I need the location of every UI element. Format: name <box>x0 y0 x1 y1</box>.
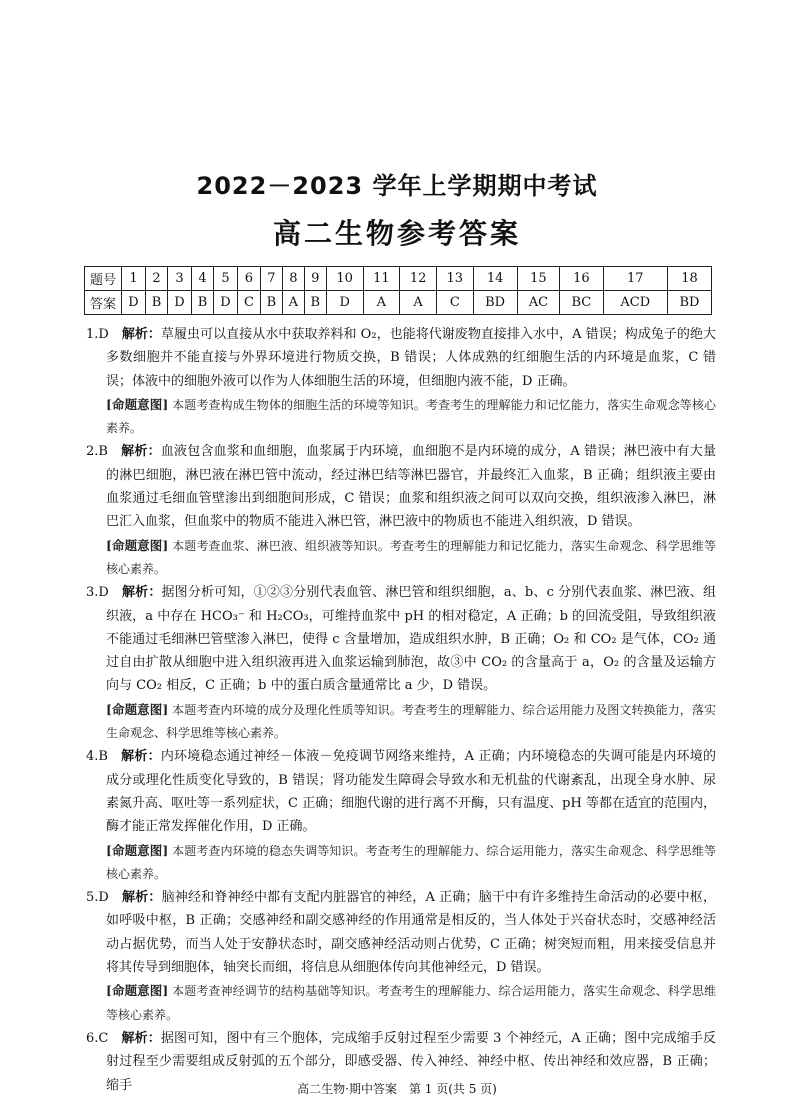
answer-cell: D <box>122 291 146 315</box>
intent-label: [命题意图] <box>106 537 169 553</box>
analysis-text: 血液包含血浆和血细胞，血浆属于内环境，血细胞不是内环境的成分，A 错误；淋巴液中有大量的淋巴细胞，淋巴液在淋巴管中流动，经过淋巴结等淋巴器官，并最终汇入血浆，B 正确；组织液主要由血浆通过毛细血管壁渗出到细胞间形成，C 错误；血浆和组织液之间可以双向交换，组织液渗入淋巴，淋巴汇入血浆，但血浆中的物质不能进入淋巴管，淋巴液中的物质也不能进入组织液，D 错误。 <box>106 444 716 530</box>
analysis-label: 解析： <box>121 585 162 601</box>
answer-table <box>84 266 712 315</box>
answer-cell: D <box>214 291 238 315</box>
question-number-answer: 2.B <box>86 444 108 460</box>
question-number-cell: 16 <box>560 267 603 291</box>
answer-cell: A <box>363 291 400 315</box>
question-number-row <box>85 267 712 291</box>
answer-cell: B <box>304 291 326 315</box>
analysis-label: 解析： <box>121 1030 161 1046</box>
question-number-cell: 13 <box>436 267 473 291</box>
question-number-cell: 9 <box>304 267 326 291</box>
question-analysis <box>86 581 716 697</box>
analysis-text: 脑神经和脊神经中都有支配内脏器官的神经，A 正确；脑干中有许多维持生命活动的必要中枢，如呼吸中枢，B 正确；交感神经和副交感神经的作用通常是相反的，当人体处于兴奋状态时，交感神经活动占据优势，而当人处于安静状态时，副交感神经活动则占优势，C 正确；树突短而粗，用来接受信息并将其传导到细胞体，轴突长而细，将信息从细胞体传向其他神经元，D 错误。 <box>106 890 716 976</box>
question-number-answer: 1.D <box>86 327 109 342</box>
answer-cell: BC <box>560 291 603 315</box>
answer-subtitle: 高二生物参考答案 <box>272 217 521 250</box>
question-analysis <box>86 323 716 393</box>
question-number-cell: 14 <box>473 267 517 291</box>
question-intent <box>86 534 716 582</box>
intent-text: 本题考查构成生物体的细胞生活的环境等知识。考查考生的理解能力和记忆能力，落实生命观念等核心素养。 <box>106 397 716 436</box>
question-number-cell: 15 <box>517 267 560 291</box>
question-number-answer: 3.D <box>86 585 109 601</box>
answer-cell: B <box>191 291 213 315</box>
question-analysis <box>86 886 716 979</box>
analysis-text: 据图可知，图中有三个胞体，完成缩手反射过程至少需要 3 个神经元，A 正确；图中完成缩手反射过程至少需要组成反射弧的五个部分，即感受器、传入神经、神经中枢、传出神经和效应器，B 正确；缩手 <box>106 1030 716 1093</box>
question-analysis <box>86 745 716 838</box>
intent-label: [命题意图] <box>106 842 169 858</box>
question-number-cell: 3 <box>168 267 192 291</box>
question-number-cell: 11 <box>363 267 400 291</box>
intent-label: [命题意图] <box>106 983 169 999</box>
answer-cell: D <box>168 291 192 315</box>
answer-cell: BD <box>473 291 517 315</box>
question-number-cell: 17 <box>603 267 667 291</box>
question-number-answer: 5.D <box>86 890 109 906</box>
question-number-cell: 5 <box>214 267 238 291</box>
analysis-text: 草履虫可以直接从水中获取养料和 O₂，也能将代谢废物直接排入水中，A 错误；构成兔子的绝大多数细胞并不能直接与外界环境进行物质交换，B 错误；人体成熟的红细胞生活的内环境是血浆，C 错误；体液中的细胞外液可以作为人体细胞生活的环境，但细胞内液不能，D 正确。 <box>106 327 716 389</box>
question-number-cell: 2 <box>145 267 167 291</box>
answer-cell: A <box>400 291 437 315</box>
exam-title: 2022－2023 学年上学期期中考试 <box>196 172 598 200</box>
analysis-text: 据图分析可知，①②③分别代表血管、淋巴管和组织细胞，a、b、c 分别代表血浆、淋巴液、组织液，a 中存在 HCO₃⁻ 和 H₂CO₃，可维持血浆中 pH 的相对稳定，A 正确；b 的回流受阻，导致组织液不能通过毛细淋巴管壁渗入淋巴，使得 c 含量增加，造成组织水肿，B 正确；O₂ 和 CO₂ 是气体，CO₂ 通过自由扩散从细胞中进入组织液再进入血浆运输到肺泡，故③中 CO₂ 的含量高于 a，O₂ 的含量及运输方向与 CO₂ 相反，C 正确；b 中的蛋白质含量通常比 a 少，D 错误。 <box>106 585 716 694</box>
question-intent <box>86 979 716 1027</box>
answer-cell: B <box>145 291 167 315</box>
answer-cell: AC <box>517 291 560 315</box>
question-number-cell: 7 <box>260 267 282 291</box>
question-number-answer: 6.C <box>86 1030 109 1046</box>
answer-cell: ACD <box>603 291 667 315</box>
question-number-cell: 18 <box>667 267 711 291</box>
answer-cell: C <box>436 291 473 315</box>
question-intent <box>86 839 716 887</box>
row-label-answer: 答案 <box>85 291 122 315</box>
question-number-cell: 8 <box>282 267 304 291</box>
question-number-cell: 6 <box>237 267 260 291</box>
analysis-section <box>86 323 716 1097</box>
analysis-label: 解析： <box>120 444 161 460</box>
answer-row <box>85 291 712 315</box>
intent-text: 本题考查内环境的稳态失调等知识。考查考生的理解能力、综合运用能力，落实生命观念、科学思维等核心素养。 <box>106 843 716 881</box>
intent-label: [命题意图] <box>106 701 169 717</box>
analysis-label: 解析： <box>121 890 162 906</box>
answer-cell: D <box>326 291 363 315</box>
intent-text: 本题考查神经调节的结构基础等知识。考查考生的理解能力、综合运用能力，落实生命观念、科学思维等核心素养。 <box>106 984 716 1022</box>
question-analysis <box>86 440 716 533</box>
page-footer: 高二生物·期中答案 第 1 页(共 5 页) <box>297 1082 497 1096</box>
answer-cell: A <box>282 291 304 315</box>
analysis-label: 解析： <box>120 749 161 765</box>
question-intent <box>86 393 716 441</box>
question-number-cell: 10 <box>326 267 363 291</box>
question-number-cell: 12 <box>400 267 437 291</box>
answer-cell: B <box>260 291 282 315</box>
row-label-question: 题号 <box>85 267 122 291</box>
intent-label: [命题意图] <box>106 396 169 412</box>
answer-cell: C <box>237 291 260 315</box>
question-number-cell: 4 <box>191 267 213 291</box>
question-intent <box>86 698 716 746</box>
question-number-answer: 4.B <box>86 749 108 765</box>
intent-text: 本题考查血浆、淋巴液、组织液等知识。考查考生的理解能力和记忆能力，落实生命观念、科学思维等核心素养。 <box>106 538 716 576</box>
analysis-label: 解析： <box>121 327 161 342</box>
intent-text: 本题考查内环境的成分及理化性质等知识。考查考生的理解能力、综合运用能力及图文转换能力，落实生命观念、科学思维等核心素养。 <box>106 702 716 741</box>
answer-cell: BD <box>667 291 711 315</box>
analysis-text: 内环境稳态通过神经－体液－免疫调节网络来维持，A 正确；内环境稳态的失调可能是内环境的成分或理化性质变化导致的，B 错误；肾功能发生障碍会导致水和无机盐的代谢紊乱，出现全身水肿、尿素氮升高、呕吐等一系列症状，C 正确；细胞代谢的进行离不开酶，只有温度、pH 等都在适宜的范围内，酶才能正常发挥催化作用，D 正确。 <box>106 749 716 835</box>
question-number-cell: 1 <box>122 267 146 291</box>
